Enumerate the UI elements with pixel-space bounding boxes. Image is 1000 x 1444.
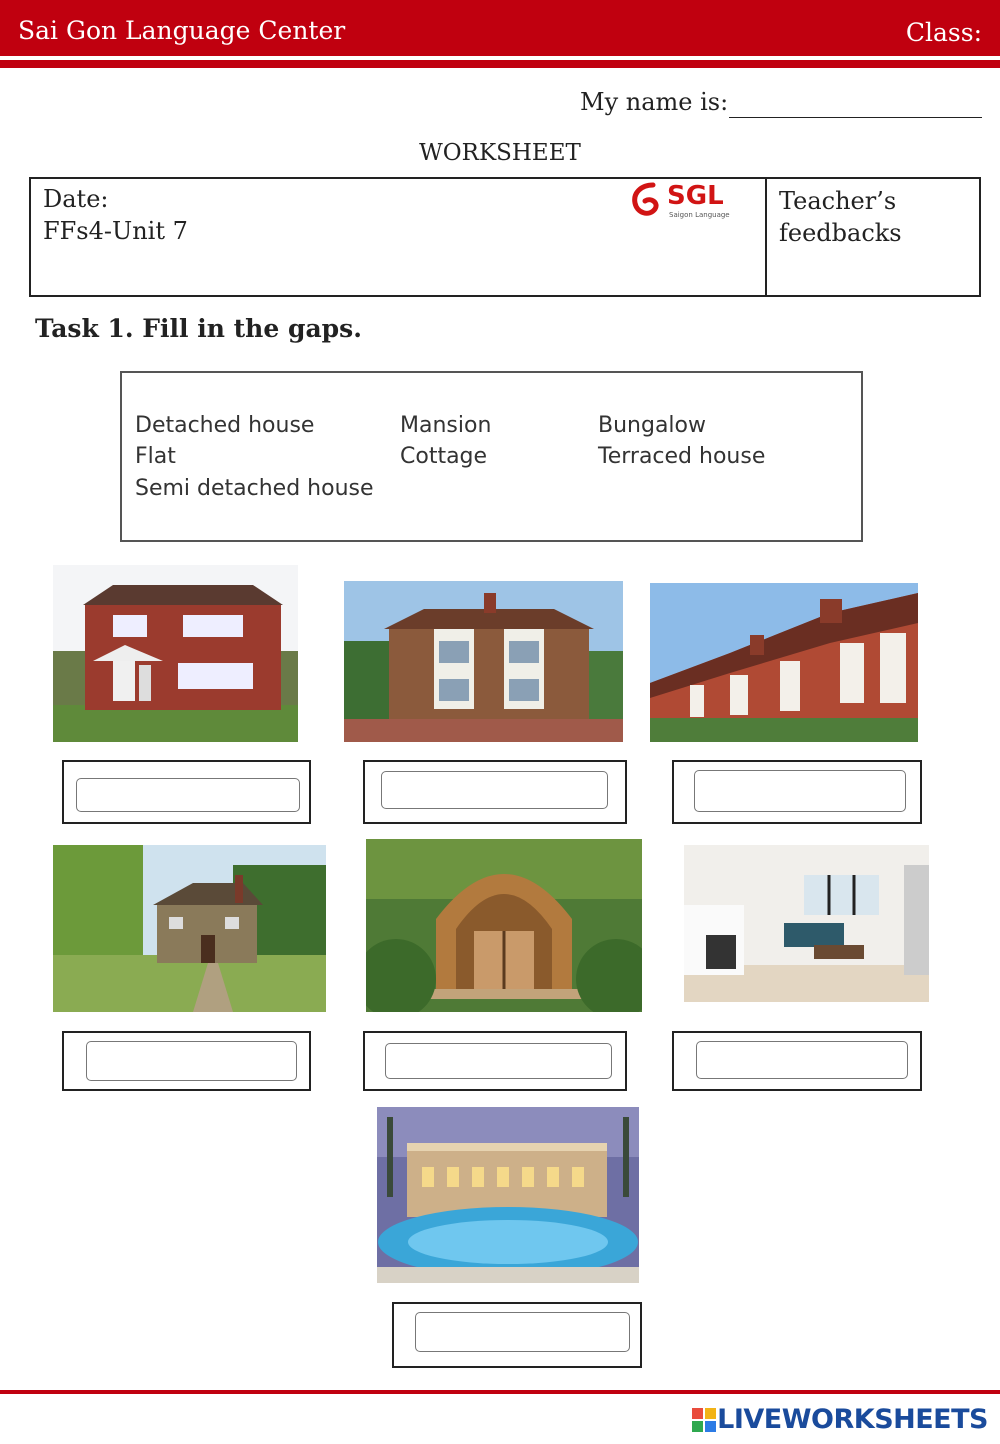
- bungalow-photo: [366, 839, 642, 1012]
- liveworksheets-logo-icon: [692, 1408, 716, 1432]
- answer-box: [363, 1031, 627, 1091]
- answer-input[interactable]: [696, 1041, 908, 1079]
- teacher-feedbacks-label: Teacher’s feedbacks: [779, 187, 902, 247]
- logo-text: SGL: [667, 181, 724, 211]
- word-bank: [120, 371, 863, 542]
- name-underline: [729, 117, 982, 118]
- answer-input[interactable]: [86, 1041, 297, 1081]
- liveworksheets-brand: LIVEWORKSHEETS: [717, 1404, 988, 1435]
- answer-box: [62, 1031, 311, 1091]
- date-label: Date:: [43, 185, 109, 213]
- word-bank-item: Terraced house: [598, 444, 766, 469]
- answer-box: [672, 1031, 922, 1091]
- answer-box: [363, 760, 627, 824]
- answer-input[interactable]: [694, 770, 906, 812]
- answer-input[interactable]: [76, 778, 300, 812]
- task-title: Task 1. Fill in the gaps.: [35, 314, 362, 343]
- info-box: [29, 177, 981, 297]
- word-bank-item: Flat: [135, 444, 176, 469]
- terraced-house-photo: [650, 583, 918, 742]
- answer-box: [62, 760, 311, 824]
- answer-input[interactable]: [385, 1043, 612, 1079]
- sgl-swirl-icon: [627, 179, 667, 223]
- cottage-photo: [53, 845, 326, 1012]
- answer-box: [672, 760, 922, 824]
- answer-box: [392, 1302, 642, 1368]
- word-bank-item: Mansion: [400, 413, 492, 438]
- semi-detached-house-photo: [344, 581, 623, 742]
- unit-label: FFs4-Unit 7: [43, 217, 188, 245]
- footer-line: [0, 1390, 1000, 1394]
- sgl-logo: [627, 179, 737, 223]
- answer-input[interactable]: [415, 1312, 630, 1352]
- word-bank-item: Cottage: [400, 444, 488, 469]
- center-name: Sai Gon Language Center: [18, 16, 346, 45]
- info-divider: [765, 179, 767, 295]
- class-label: Class:: [905, 18, 982, 47]
- header-underline: [0, 60, 1000, 68]
- logo-subtext: Saigon Language: [669, 211, 730, 219]
- word-bank-item: Semi detached house: [135, 476, 374, 501]
- answer-input[interactable]: [381, 771, 608, 809]
- mansion-photo: [377, 1107, 639, 1283]
- name-label: My name is:: [580, 88, 729, 116]
- word-bank-item: Bungalow: [598, 413, 706, 438]
- word-bank-item: Detached house: [135, 413, 315, 438]
- worksheet-title: WORKSHEET: [419, 140, 581, 166]
- flat-photo: [684, 845, 929, 1002]
- detached-house-photo: [53, 565, 298, 742]
